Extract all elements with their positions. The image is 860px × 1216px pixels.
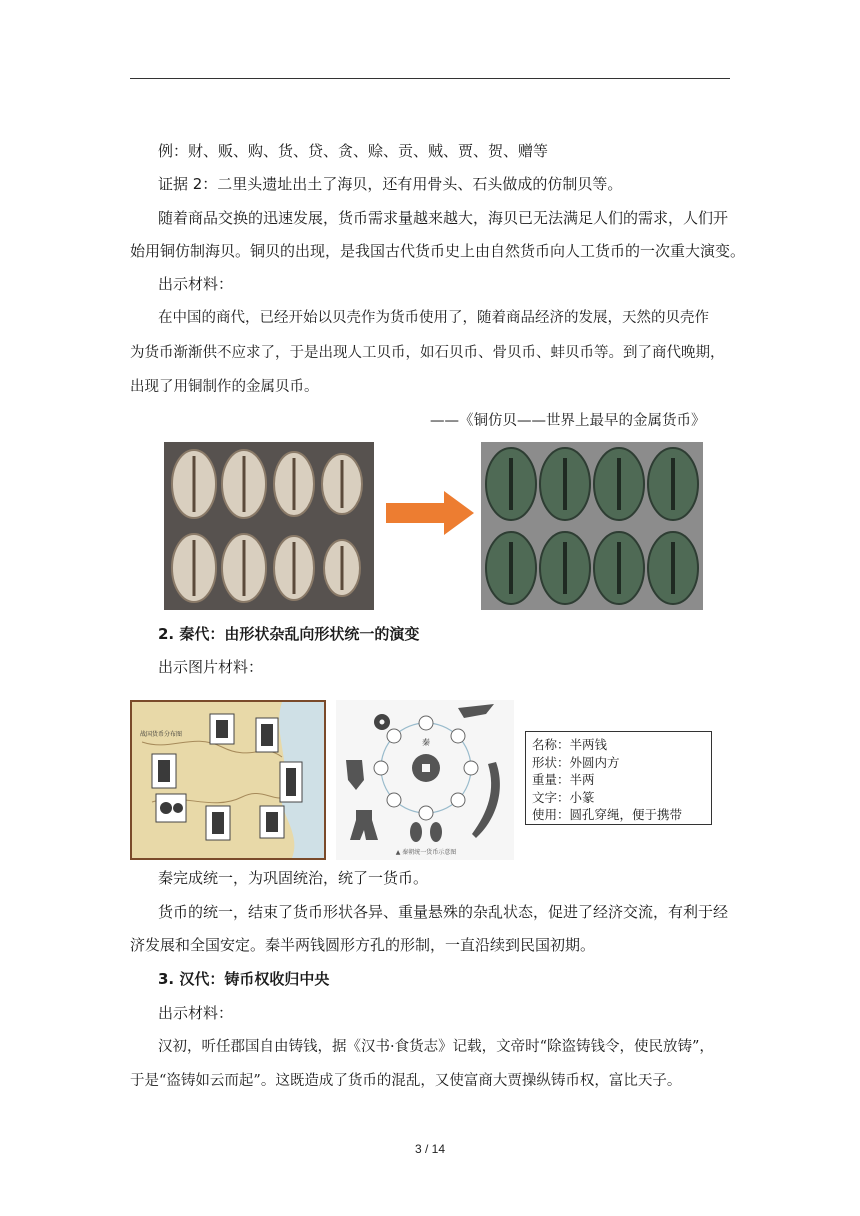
material-label: 出示材料： — [158, 1004, 234, 1022]
material-label: 出示材料： — [158, 275, 234, 293]
evidence-2: 证据 2：二里头遗址出土了海贝，还有用骨头、石头做成的仿制贝等。 — [158, 175, 623, 193]
info-name: 名称：半两钱 — [532, 737, 608, 752]
paragraph-line: 济发展和全国安定。秦半两钱圆形方孔的形制，一直沿续到民国初期。 — [130, 936, 596, 954]
section-heading-qin: 2. 秦代：由形状杂乱向形状统一的演变 — [158, 625, 420, 643]
warring-states-currency-map — [130, 700, 326, 860]
currency-unification-diagram — [336, 700, 514, 860]
quote-line: 在中国的商代，已经开始以贝壳作为货币使用了，随着商品经济的发展，天然的贝壳作 — [158, 310, 709, 326]
natural-shells-photo — [164, 442, 374, 610]
quote-source: ——《铜仿贝——世界上最早的金属货币》 — [430, 413, 706, 429]
paragraph-line: 随着商品交换的迅速发展，货币需求量越来越大，海贝已无法满足人们的需求，人们开 — [158, 209, 729, 227]
svg-text:战国货币分布图: 战国货币分布图 — [140, 731, 183, 738]
info-use: 使用：圆孔穿绳，便于携带 — [532, 807, 683, 822]
arrow-right-icon — [386, 491, 474, 535]
header-rule — [130, 78, 730, 79]
info-weight: 重量：半两 — [532, 772, 595, 787]
quote-line: 汉初，听任郡国自由铸钱，据《汉书·食货志》记载，文帝时“除盗铸钱令，使民放铸”， — [158, 1039, 714, 1055]
example-chars: 例：财、贩、购、货、贷、贪、赊、贡、贼、贾、贺、赠等 — [158, 142, 549, 160]
page-number: 3 / 14 — [414, 1142, 446, 1156]
paragraph-line: 始用铜仿制海贝。铜贝的出现，是我国古代货币史上由自然货币向人工货币的一次重大演变。 — [130, 242, 746, 260]
quote-line: 于是“盗铸如云而起”。这既造成了货币的混乱，又使富商大贾操纵铸币权，富比天子。 — [130, 1073, 682, 1089]
info-shape: 形状：外圆内方 — [532, 754, 620, 770]
svg-text:▲ 秦朝统一货币示意图: ▲ 秦朝统一货币示意图 — [395, 849, 457, 856]
quote-line: 出现了用铜制作的金属贝币。 — [130, 379, 319, 395]
picture-material-label: 出示图片材料： — [158, 658, 264, 676]
bronze-shells-photo — [481, 442, 703, 610]
info-script: 文字：小篆 — [532, 789, 595, 805]
section-heading-han: 3. 汉代：铸币权收归中央 — [158, 970, 330, 988]
svg-text:秦: 秦 — [422, 738, 430, 747]
paragraph-line: 货币的统一，结束了货币形状各异、重量悬殊的杂乱状态，促进了经济交流，有利于经 — [158, 903, 729, 921]
banliang-info-box — [525, 731, 712, 825]
quote-line: 为货币渐渐供不应求了，于是出现人工贝币，如石贝币、骨贝币、蚌贝币等。到了商代晚期， — [130, 345, 725, 361]
qin-unification: 秦完成统一，为巩固统治，统了一货币。 — [158, 869, 429, 887]
